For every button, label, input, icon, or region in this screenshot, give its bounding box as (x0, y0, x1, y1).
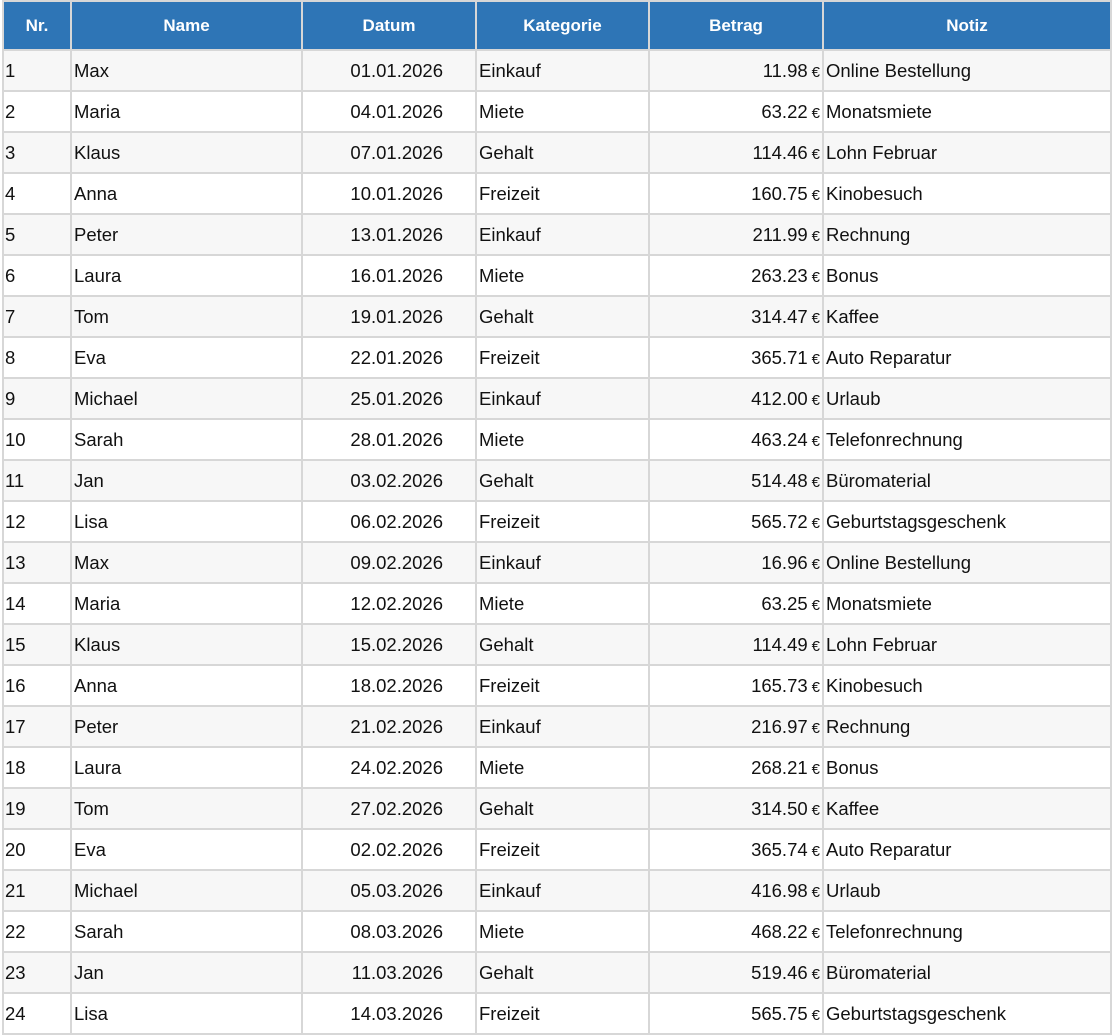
cell-notiz[interactable]: Kaffee (823, 296, 1111, 337)
amount-value: 468.22 (751, 920, 808, 942)
cell-kategorie[interactable]: Einkauf (476, 50, 649, 91)
table-row (3, 419, 1111, 460)
cell-kategorie[interactable]: Einkauf (476, 706, 649, 747)
cell-datum[interactable]: 04.01.2026 (302, 91, 476, 132)
cell-betrag[interactable] (649, 296, 823, 337)
cell-datum[interactable]: 15.02.2026 (302, 624, 476, 665)
cell-name[interactable]: Jan (71, 460, 302, 501)
cell-datum[interactable]: 22.01.2026 (302, 337, 476, 378)
table-row (3, 501, 1111, 542)
currency-symbol: € (811, 63, 820, 81)
cell-betrag[interactable] (649, 829, 823, 870)
column-header-kategorie[interactable]: Kategorie (476, 1, 649, 50)
cell-datum[interactable]: 28.01.2026 (302, 419, 476, 460)
table-row (3, 337, 1111, 378)
currency-symbol: € (811, 842, 820, 860)
table-row (3, 829, 1111, 870)
amount-value: 514.48 (751, 469, 808, 491)
cell-notiz[interactable]: Lohn Februar (823, 624, 1111, 665)
currency-symbol: € (811, 801, 820, 819)
cell-nr[interactable]: 1 (3, 50, 71, 91)
currency-symbol: € (811, 514, 820, 532)
cell-kategorie[interactable]: Freizeit (476, 993, 649, 1034)
currency-symbol: € (811, 145, 820, 163)
cell-betrag[interactable] (649, 337, 823, 378)
cell-kategorie[interactable]: Gehalt (476, 132, 649, 173)
cell-datum[interactable]: 10.01.2026 (302, 173, 476, 214)
data-table (2, 0, 1112, 1035)
cell-nr[interactable]: 19 (3, 788, 71, 829)
cell-name[interactable]: Peter (71, 214, 302, 255)
amount-value: 416.98 (751, 879, 808, 901)
cell-nr[interactable]: 14 (3, 583, 71, 624)
amount-value: 314.50 (751, 797, 808, 819)
amount-value: 114.46 (752, 141, 808, 163)
cell-kategorie[interactable]: Einkauf (476, 378, 649, 419)
cell-name[interactable]: Maria (71, 91, 302, 132)
cell-notiz[interactable]: Büromaterial (823, 952, 1111, 993)
cell-name[interactable]: Michael (71, 378, 302, 419)
cell-nr[interactable]: 23 (3, 952, 71, 993)
amount-value: 216.97 (751, 715, 808, 737)
cell-datum[interactable]: 03.02.2026 (302, 460, 476, 501)
cell-nr[interactable]: 10 (3, 419, 71, 460)
amount-value: 16.96 (761, 551, 808, 573)
cell-betrag[interactable] (649, 50, 823, 91)
cell-kategorie[interactable]: Einkauf (476, 214, 649, 255)
cell-kategorie[interactable]: Freizeit (476, 173, 649, 214)
amount-value: 63.25 (761, 592, 808, 614)
cell-notiz[interactable]: Rechnung (823, 706, 1111, 747)
cell-nr[interactable]: 7 (3, 296, 71, 337)
table-row (3, 50, 1111, 91)
currency-symbol: € (811, 719, 820, 737)
currency-symbol: € (811, 678, 820, 696)
table-row (3, 747, 1111, 788)
cell-notiz[interactable]: Monatsmiete (823, 91, 1111, 132)
cell-name[interactable]: Peter (71, 706, 302, 747)
cell-name[interactable]: Maria (71, 583, 302, 624)
cell-nr[interactable]: 2 (3, 91, 71, 132)
cell-kategorie[interactable]: Einkauf (476, 870, 649, 911)
table-row (3, 296, 1111, 337)
currency-symbol: € (811, 1006, 820, 1024)
cell-name[interactable]: Eva (71, 337, 302, 378)
cell-betrag[interactable] (649, 132, 823, 173)
cell-betrag[interactable] (649, 460, 823, 501)
cell-nr[interactable]: 5 (3, 214, 71, 255)
column-header-name[interactable]: Name (71, 1, 302, 50)
cell-name[interactable]: Sarah (71, 419, 302, 460)
cell-datum[interactable]: 07.01.2026 (302, 132, 476, 173)
cell-datum[interactable]: 27.02.2026 (302, 788, 476, 829)
table-header (3, 1, 1111, 50)
cell-betrag[interactable] (649, 993, 823, 1034)
cell-betrag[interactable] (649, 911, 823, 952)
amount-value: 463.24 (751, 428, 808, 450)
table-row (3, 214, 1111, 255)
cell-nr[interactable]: 13 (3, 542, 71, 583)
cell-betrag[interactable] (649, 747, 823, 788)
cell-notiz[interactable]: Büromaterial (823, 460, 1111, 501)
currency-symbol: € (811, 965, 820, 983)
cell-name[interactable]: Eva (71, 829, 302, 870)
cell-betrag[interactable] (649, 378, 823, 419)
cell-kategorie[interactable]: Miete (476, 91, 649, 132)
currency-symbol: € (811, 268, 820, 286)
amount-value: 314.47 (751, 305, 808, 327)
table-row (3, 788, 1111, 829)
currency-symbol: € (811, 924, 820, 942)
cell-betrag[interactable] (649, 706, 823, 747)
currency-symbol: € (811, 309, 820, 327)
table-row (3, 255, 1111, 296)
column-header-datum[interactable]: Datum (302, 1, 476, 50)
cell-kategorie[interactable]: Freizeit (476, 337, 649, 378)
cell-datum[interactable]: 05.03.2026 (302, 870, 476, 911)
cell-betrag[interactable] (649, 419, 823, 460)
cell-nr[interactable]: 17 (3, 706, 71, 747)
cell-kategorie[interactable]: Einkauf (476, 542, 649, 583)
currency-symbol: € (811, 186, 820, 204)
cell-kategorie[interactable]: Gehalt (476, 296, 649, 337)
cell-betrag[interactable] (649, 583, 823, 624)
cell-datum[interactable]: 14.03.2026 (302, 993, 476, 1034)
cell-betrag[interactable] (649, 214, 823, 255)
cell-kategorie[interactable]: Miete (476, 583, 649, 624)
cell-name[interactable]: Klaus (71, 132, 302, 173)
table-row (3, 542, 1111, 583)
cell-datum[interactable]: 24.02.2026 (302, 747, 476, 788)
cell-nr[interactable]: 22 (3, 911, 71, 952)
cell-kategorie[interactable]: Miete (476, 747, 649, 788)
cell-notiz[interactable]: Telefonrechnung (823, 419, 1111, 460)
table-row (3, 378, 1111, 419)
cell-notiz[interactable]: Telefonrechnung (823, 911, 1111, 952)
cell-datum[interactable]: 06.02.2026 (302, 501, 476, 542)
cell-kategorie[interactable]: Gehalt (476, 952, 649, 993)
cell-name[interactable]: Tom (71, 296, 302, 337)
table-row (3, 583, 1111, 624)
cell-nr[interactable]: 16 (3, 665, 71, 706)
amount-value: 263.23 (751, 264, 808, 286)
currency-symbol: € (811, 350, 820, 368)
cell-nr[interactable]: 4 (3, 173, 71, 214)
cell-kategorie[interactable]: Freizeit (476, 501, 649, 542)
cell-notiz[interactable]: Bonus (823, 747, 1111, 788)
currency-symbol: € (811, 227, 820, 245)
cell-name[interactable]: Laura (71, 255, 302, 296)
cell-name[interactable]: Lisa (71, 501, 302, 542)
cell-betrag[interactable] (649, 788, 823, 829)
cell-notiz[interactable]: Online Bestellung (823, 50, 1111, 91)
cell-kategorie[interactable]: Gehalt (476, 788, 649, 829)
cell-notiz[interactable]: Auto Reparatur (823, 829, 1111, 870)
column-header-nr[interactable]: Nr. (3, 1, 71, 50)
currency-symbol: € (811, 760, 820, 778)
cell-notiz[interactable]: Geburtstagsgeschenk (823, 993, 1111, 1034)
currency-symbol: € (811, 432, 820, 450)
cell-nr[interactable]: 8 (3, 337, 71, 378)
table-row (3, 665, 1111, 706)
cell-notiz[interactable]: Monatsmiete (823, 583, 1111, 624)
cell-nr[interactable]: 11 (3, 460, 71, 501)
cell-datum[interactable]: 16.01.2026 (302, 255, 476, 296)
cell-notiz[interactable]: Auto Reparatur (823, 337, 1111, 378)
cell-nr[interactable]: 6 (3, 255, 71, 296)
cell-name[interactable]: Jan (71, 952, 302, 993)
cell-name[interactable]: Tom (71, 788, 302, 829)
cell-datum[interactable]: 19.01.2026 (302, 296, 476, 337)
cell-betrag[interactable] (649, 255, 823, 296)
cell-kategorie[interactable]: Freizeit (476, 829, 649, 870)
cell-datum[interactable]: 18.02.2026 (302, 665, 476, 706)
cell-betrag[interactable] (649, 91, 823, 132)
cell-datum[interactable]: 21.02.2026 (302, 706, 476, 747)
cell-notiz[interactable]: Urlaub (823, 378, 1111, 419)
cell-nr[interactable]: 12 (3, 501, 71, 542)
amount-value: 211.99 (752, 223, 808, 245)
cell-notiz[interactable]: Online Bestellung (823, 542, 1111, 583)
cell-datum[interactable]: 08.03.2026 (302, 911, 476, 952)
table-row (3, 460, 1111, 501)
cell-betrag[interactable] (649, 501, 823, 542)
cell-betrag[interactable] (649, 173, 823, 214)
cell-notiz[interactable]: Geburtstagsgeschenk (823, 501, 1111, 542)
amount-value: 565.75 (751, 1002, 808, 1024)
table-row (3, 173, 1111, 214)
currency-symbol: € (811, 555, 820, 573)
cell-name[interactable]: Max (71, 542, 302, 583)
table-row (3, 706, 1111, 747)
cell-name[interactable]: Max (71, 50, 302, 91)
cell-kategorie[interactable]: Freizeit (476, 665, 649, 706)
amount-value: 519.46 (751, 961, 808, 983)
cell-kategorie[interactable]: Miete (476, 255, 649, 296)
cell-notiz[interactable]: Urlaub (823, 870, 1111, 911)
cell-name[interactable]: Laura (71, 747, 302, 788)
amount-value: 11.98 (762, 59, 808, 81)
cell-name[interactable]: Anna (71, 665, 302, 706)
table-row (3, 993, 1111, 1034)
cell-datum[interactable]: 25.01.2026 (302, 378, 476, 419)
cell-kategorie[interactable]: Gehalt (476, 460, 649, 501)
amount-value: 165.73 (751, 674, 808, 696)
currency-symbol: € (811, 637, 820, 655)
amount-value: 160.75 (751, 182, 808, 204)
cell-betrag[interactable] (649, 624, 823, 665)
table-row (3, 952, 1111, 993)
table-row (3, 91, 1111, 132)
cell-betrag[interactable] (649, 952, 823, 993)
cell-datum[interactable]: 11.03.2026 (302, 952, 476, 993)
table-row (3, 624, 1111, 665)
cell-notiz[interactable]: Kaffee (823, 788, 1111, 829)
amount-value: 412.00 (751, 387, 808, 409)
cell-notiz[interactable]: Kinobesuch (823, 665, 1111, 706)
table-row (3, 870, 1111, 911)
cell-nr[interactable]: 20 (3, 829, 71, 870)
cell-notiz[interactable]: Rechnung (823, 214, 1111, 255)
table-row (3, 911, 1111, 952)
cell-betrag[interactable] (649, 870, 823, 911)
currency-symbol: € (811, 596, 820, 614)
cell-datum[interactable]: 09.02.2026 (302, 542, 476, 583)
cell-kategorie[interactable]: Gehalt (476, 624, 649, 665)
currency-symbol: € (811, 883, 820, 901)
cell-notiz[interactable]: Kinobesuch (823, 173, 1111, 214)
currency-symbol: € (811, 391, 820, 409)
cell-nr[interactable]: 21 (3, 870, 71, 911)
cell-kategorie[interactable]: Miete (476, 911, 649, 952)
cell-name[interactable]: Klaus (71, 624, 302, 665)
column-header-notiz[interactable]: Notiz (823, 1, 1111, 50)
amount-value: 268.21 (751, 756, 808, 778)
cell-nr[interactable]: 15 (3, 624, 71, 665)
cell-datum[interactable]: 01.01.2026 (302, 50, 476, 91)
amount-value: 565.72 (751, 510, 808, 532)
amount-value: 365.74 (751, 838, 808, 860)
cell-betrag[interactable] (649, 542, 823, 583)
table-row (3, 132, 1111, 173)
cell-name[interactable]: Sarah (71, 911, 302, 952)
column-header-betrag[interactable]: Betrag (649, 1, 823, 50)
amount-value: 114.49 (752, 633, 808, 655)
cell-kategorie[interactable]: Miete (476, 419, 649, 460)
cell-datum[interactable]: 12.02.2026 (302, 583, 476, 624)
cell-betrag[interactable] (649, 665, 823, 706)
cell-name[interactable]: Michael (71, 870, 302, 911)
header-row (3, 1, 1111, 50)
currency-symbol: € (811, 104, 820, 122)
cell-nr[interactable]: 9 (3, 378, 71, 419)
amount-value: 365.71 (751, 346, 808, 368)
amount-value: 63.22 (761, 100, 808, 122)
cell-nr[interactable]: 3 (3, 132, 71, 173)
cell-datum[interactable]: 02.02.2026 (302, 829, 476, 870)
cell-notiz[interactable]: Bonus (823, 255, 1111, 296)
cell-nr[interactable]: 18 (3, 747, 71, 788)
cell-name[interactable]: Lisa (71, 993, 302, 1034)
cell-notiz[interactable]: Lohn Februar (823, 132, 1111, 173)
currency-symbol: € (811, 473, 820, 491)
cell-name[interactable]: Anna (71, 173, 302, 214)
cell-datum[interactable]: 13.01.2026 (302, 214, 476, 255)
cell-nr[interactable]: 24 (3, 993, 71, 1034)
table-body (3, 50, 1111, 1034)
